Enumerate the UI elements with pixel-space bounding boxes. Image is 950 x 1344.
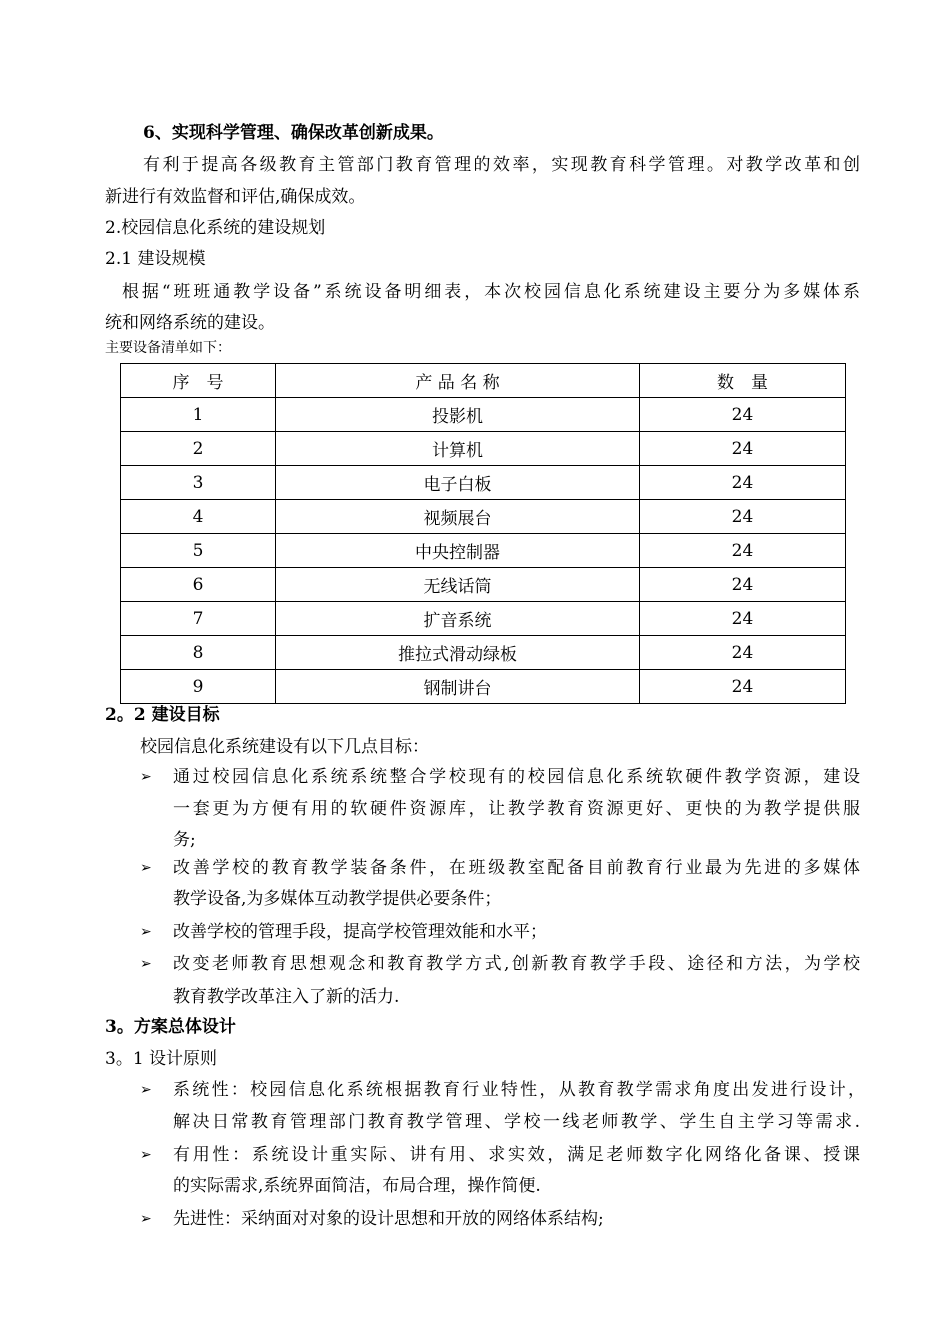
- goal-bullet-3-line1: 改善学校的管理手段，提高学校管理效能和水平；: [173, 922, 547, 942]
- cell-name: 推拉式滑动绿板: [276, 636, 640, 670]
- table-row: [121, 636, 846, 670]
- cell-name: 计算机: [276, 432, 640, 466]
- cell-no: 8: [121, 636, 276, 670]
- table-row: [121, 432, 846, 466]
- cell-qty: 24: [640, 398, 846, 432]
- cell-name: 无线话筒: [276, 568, 640, 602]
- header-name: 产 品 名 称: [276, 364, 640, 398]
- goal-bullet-4-line1: 改变老师教育思想观念和教育教学方式,创新教育教学手段、途径和方法，为学校: [173, 954, 860, 974]
- cell-name: 中央控制器: [276, 534, 640, 568]
- principle-bullet-1-line2: 解决日常教育管理部门教育教学管理、学校一线老师教学、学生自主学习等需求.: [173, 1112, 860, 1132]
- cell-qty: 24: [640, 670, 846, 704]
- cell-qty: 24: [640, 500, 846, 534]
- cell-no: 3: [121, 466, 276, 500]
- cell-no: 7: [121, 602, 276, 636]
- principle-bullet-3-line1: 先进性：采纳面对对象的设计思想和开放的网络体系结构;: [173, 1209, 604, 1229]
- section6-heading: 6、实现科学管理、确保改革创新成果。: [143, 123, 444, 143]
- section2-1-paragraph-line2: 统和网络系统的建设。: [105, 313, 275, 333]
- bullet-arrow-icon: ➢: [140, 769, 152, 785]
- cell-name: 视频展台: [276, 500, 640, 534]
- principle-bullet-1-line1: 系统性：校园信息化系统根据教育行业特性，从教育教学需求角度出发进行设计，: [173, 1080, 865, 1100]
- cell-no: 1: [121, 398, 276, 432]
- equipment-table: [120, 363, 846, 704]
- goal-bullet-2-line2: 教学设备,为多媒体互动教学提供必要条件；: [173, 889, 502, 909]
- table-row: [121, 500, 846, 534]
- cell-name: 扩音系统: [276, 602, 640, 636]
- goal-bullet-2-line1: 改善学校的教育教学装备条件，在班级教室配备目前教育行业最为先进的多媒体: [173, 858, 860, 878]
- table-row: [121, 670, 846, 704]
- section6-paragraph-line2: 新进行有效监督和评估,确保成效。: [105, 187, 366, 207]
- cell-qty: 24: [640, 534, 846, 568]
- table-row: [121, 534, 846, 568]
- section3-heading: 3。方案总体设计: [105, 1017, 236, 1037]
- table-row: [121, 466, 846, 500]
- section2-1-heading: 2.1 建设规模: [105, 249, 206, 269]
- goal-bullet-1-line2: 一套更为方便有用的软硬件资源库，让教学教育资源更好、更快的为教学提供服: [173, 799, 860, 819]
- bullet-arrow-icon: ➢: [140, 1082, 152, 1098]
- section2-2-intro: 校园信息化系统建设有以下几点目标：: [140, 737, 429, 757]
- goal-bullet-1-line3: 务;: [173, 830, 196, 850]
- section6-paragraph-line1: 有利于提高各级教育主管部门教育管理的效率，实现教育科学管理。对教学改革和创: [143, 155, 860, 175]
- section2-2-heading: 2。2 建设目标: [105, 705, 220, 725]
- cell-no: 6: [121, 568, 276, 602]
- principle-bullet-2-line1: 有用性：系统设计重实际、讲有用、求实效，满足老师数字化网络化备课、授课: [173, 1145, 860, 1165]
- cell-qty: 24: [640, 636, 846, 670]
- table-caption: 主要设备清单如下：: [105, 340, 231, 356]
- header-qty: 数 量: [640, 364, 846, 398]
- goal-bullet-1-line1: 通过校园信息化系统系统整合学校现有的校园信息化系统软硬件教学资源，建设: [173, 767, 860, 787]
- cell-name: 电子白板: [276, 466, 640, 500]
- bullet-arrow-icon: ➢: [140, 860, 152, 876]
- cell-qty: 24: [640, 466, 846, 500]
- table-header-row: [121, 364, 846, 398]
- bullet-arrow-icon: ➢: [140, 1211, 152, 1227]
- cell-name: 投影机: [276, 398, 640, 432]
- cell-qty: 24: [640, 602, 846, 636]
- cell-name: 钢制讲台: [276, 670, 640, 704]
- cell-no: 9: [121, 670, 276, 704]
- goal-bullet-4-line2: 教育教学改革注入了新的活力.: [173, 987, 400, 1007]
- cell-qty: 24: [640, 432, 846, 466]
- cell-no: 2: [121, 432, 276, 466]
- table-row: [121, 568, 846, 602]
- section3-1-heading: 3。1 设计原则: [105, 1049, 218, 1069]
- bullet-arrow-icon: ➢: [140, 924, 152, 940]
- cell-no: 5: [121, 534, 276, 568]
- table-row: [121, 398, 846, 432]
- bullet-arrow-icon: ➢: [140, 1147, 152, 1163]
- principle-bullet-2-line2: 的实际需求,系统界面简洁，布局合理，操作简便.: [173, 1176, 541, 1196]
- bullet-arrow-icon: ➢: [140, 956, 152, 972]
- section2-1-paragraph-line1: 根据“班班通教学设备”系统设备明细表，本次校园信息化系统建设主要分为多媒体系: [122, 282, 860, 302]
- header-no: 序 号: [121, 364, 276, 398]
- cell-qty: 24: [640, 568, 846, 602]
- section2-heading: 2.校园信息化系统的建设规划: [105, 218, 326, 238]
- table-row: [121, 602, 846, 636]
- cell-no: 4: [121, 500, 276, 534]
